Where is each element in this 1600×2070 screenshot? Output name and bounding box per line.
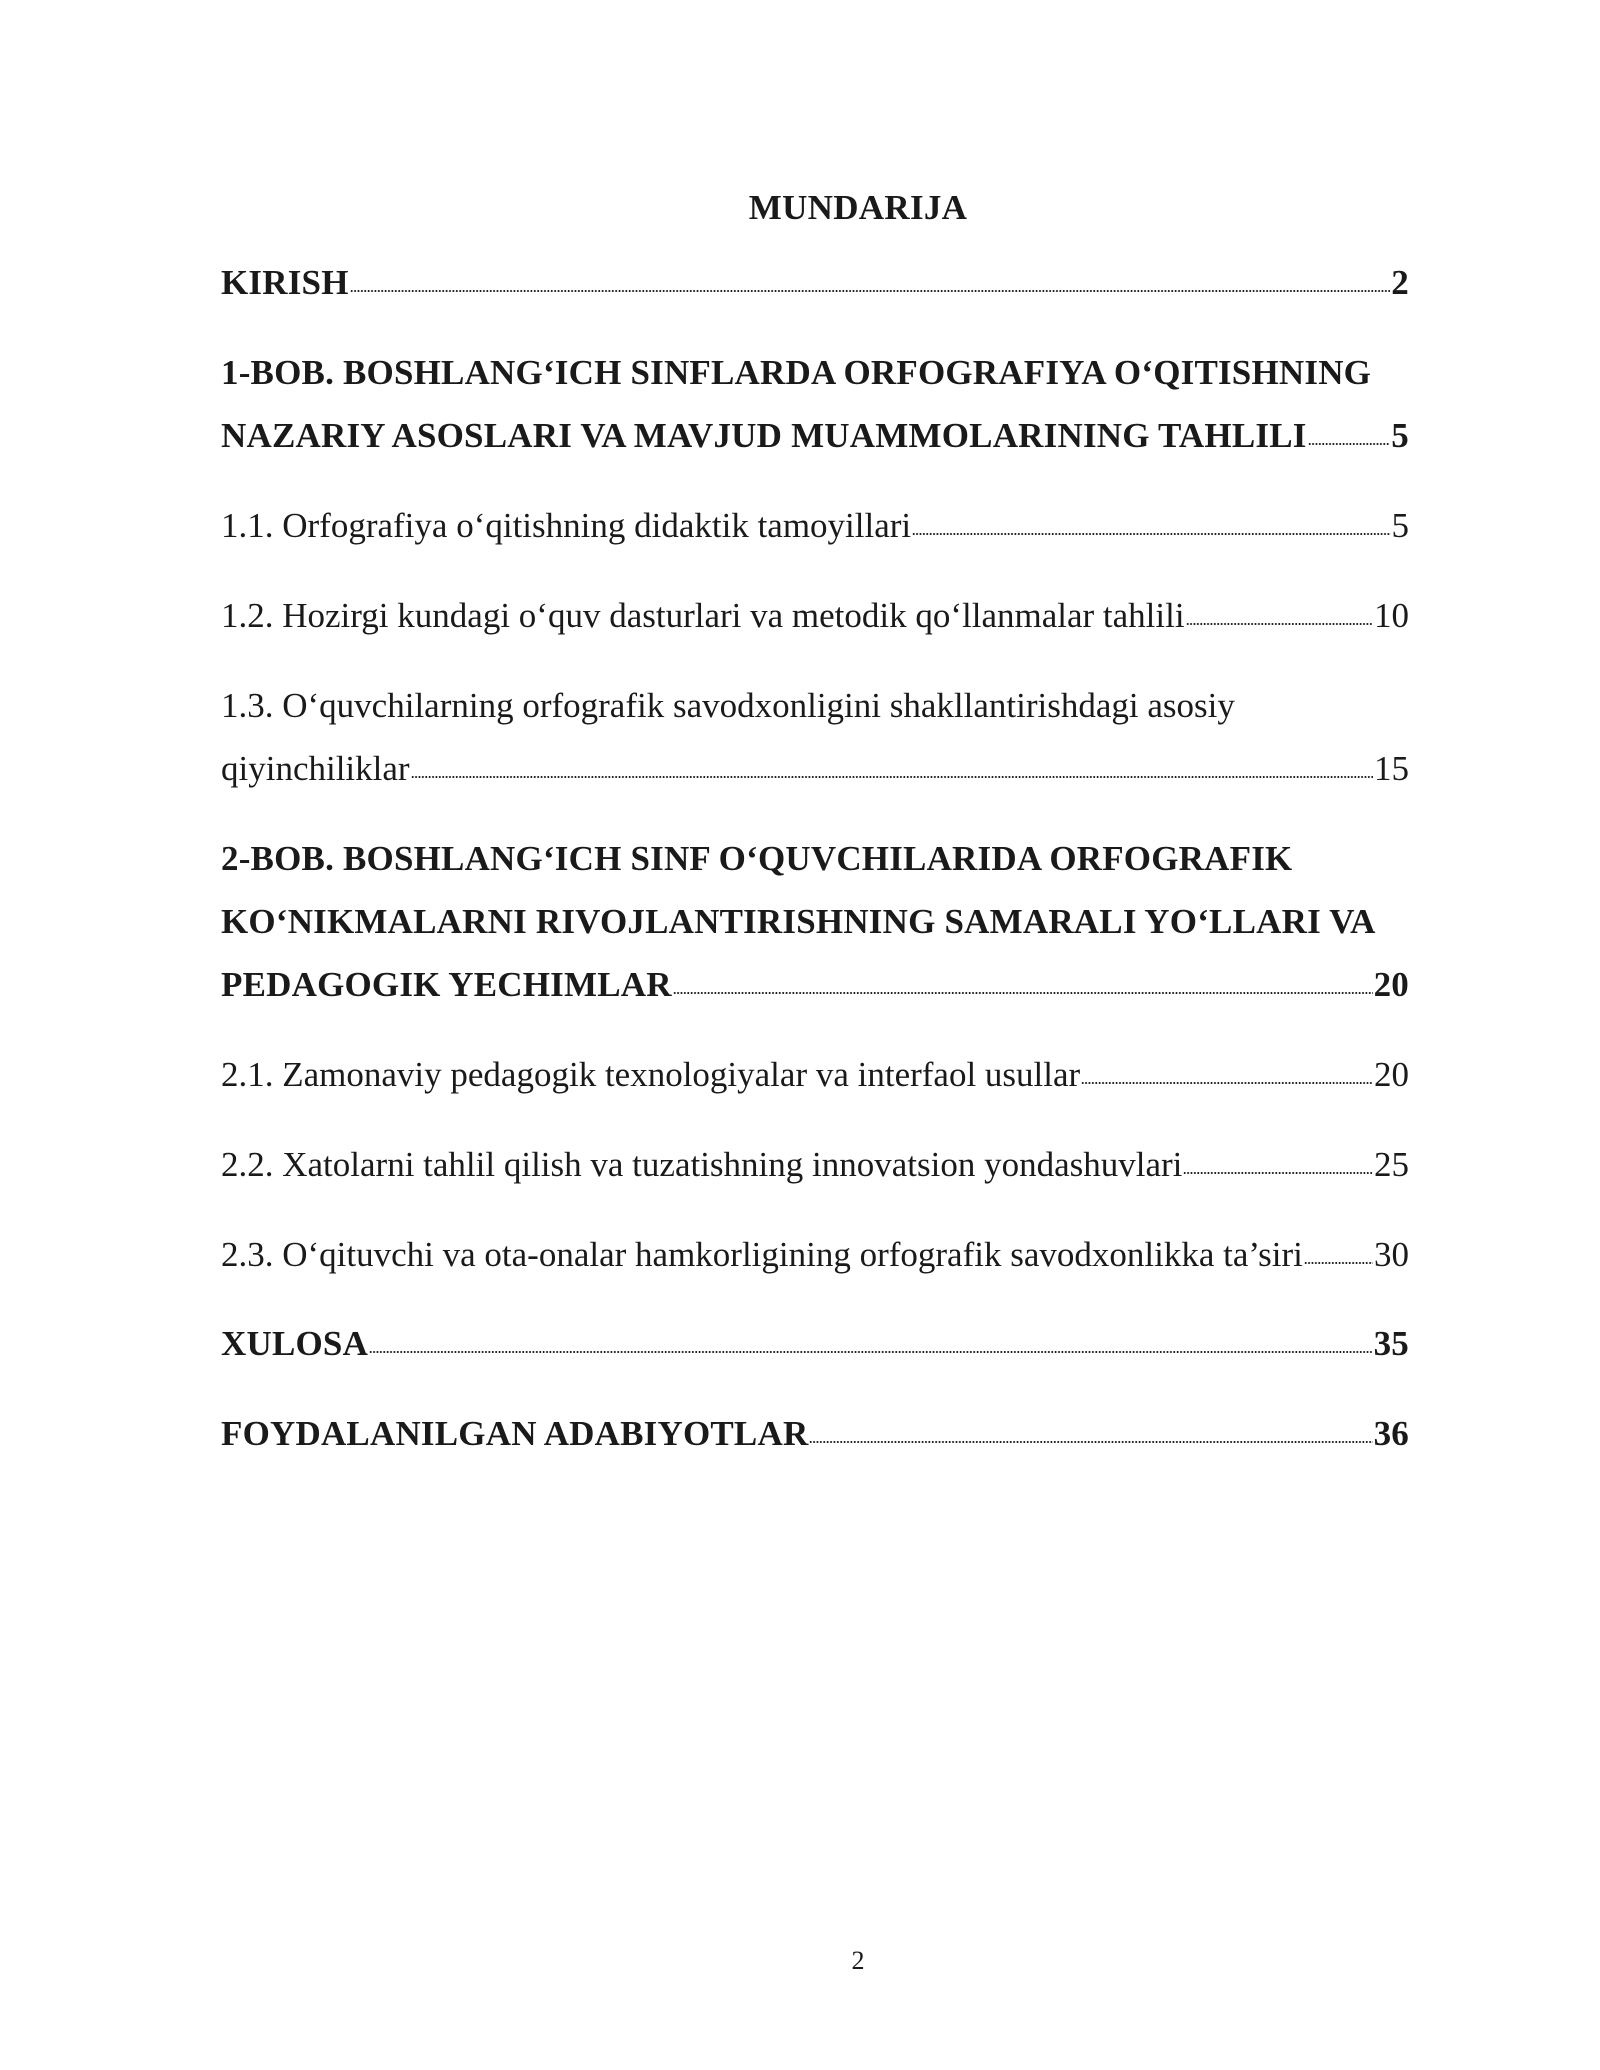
toc-entry-title-line-3: PEDAGOGIK YECHIMLAR — [221, 965, 672, 1004]
toc-entry-section-1-1[interactable] — [221, 494, 1409, 557]
toc-entry-page: 35 — [1373, 1324, 1409, 1363]
toc-entry-xulosa[interactable] — [221, 1312, 1409, 1375]
toc-entry-page: 20 — [1373, 965, 1409, 1004]
toc-entry-title: 2.1. Zamonaviy pedagogik texnologiyalar va interfaol usullar — [221, 1055, 1081, 1094]
toc-leader-dots — [1081, 1082, 1373, 1084]
toc-entry-page: 5 — [1391, 416, 1409, 455]
toc-entry-section-1-3[interactable] — [221, 674, 1409, 800]
toc-leader-dots — [673, 992, 1373, 994]
toc-entry-title: 2.2. Xatolarni tahlil qilish va tuzatishning innovatsion yondashuvlari — [221, 1145, 1183, 1184]
toc-entry-chapter-1[interactable] — [221, 341, 1409, 467]
toc-entry-title: XULOSA — [221, 1324, 369, 1363]
toc-entry-title-line-1: 1-BOB. BOSHLANG‘ICH SINFLARDA ORFOGRAFIYA O‘QITISHNING — [221, 353, 1372, 392]
toc-heading: MUNDARIJA — [748, 188, 968, 227]
toc-leader-dots — [369, 1351, 1373, 1353]
toc-entry-title-line-1: 1.3. O‘quvchilarning orfografik savodxonligini shakllantirishdagi asosiy — [221, 686, 1235, 725]
toc-entry-title: 1.2. Hozirgi kundagi o‘quv dasturlari va metodik qo‘llanmalar tahlili — [221, 596, 1185, 635]
toc-entry-title-line-1: 2-BOB. BOSHLANG‘ICH SINF O‘QUVCHILARIDA ORFOGRAFIK — [221, 839, 1293, 878]
toc-leader-dots — [1304, 1262, 1373, 1264]
toc-entry-title: FOYDALANILGAN ADABIYOTLAR — [221, 1414, 809, 1453]
toc-entry-page: 10 — [1374, 596, 1409, 635]
toc-entry-page: 5 — [1391, 506, 1409, 545]
toc-entry-page: 25 — [1374, 1145, 1409, 1184]
toc-leader-dots — [1183, 1172, 1373, 1174]
toc-entry-section-2-3[interactable] — [221, 1223, 1409, 1286]
toc-entry-kirish[interactable] — [221, 251, 1409, 314]
toc-leader-dots — [912, 533, 1390, 535]
toc-entry-title-line-2: NAZARIY ASOSLARI VA MAVJUD MUAMMOLARINING TAHLILI — [221, 416, 1307, 455]
toc-entry-page: 2 — [1391, 263, 1409, 302]
toc-entry-section-2-1[interactable] — [221, 1043, 1409, 1106]
toc-entry-title: 1.1. Orfografiya o‘qitishning didaktik tamoyillari — [221, 506, 912, 545]
toc-entry-chapter-2[interactable] — [221, 827, 1409, 1016]
toc-entry-page: 15 — [1374, 749, 1409, 788]
toc-entry-title-line-2: KO‘NIKMALARNI RIVOJLANTIRISHNING SAMARALI YO‘LLARI VA — [221, 902, 1376, 941]
toc-leader-dots — [1308, 443, 1391, 445]
toc-entry-title-line-2: qiyinchiliklar — [221, 749, 410, 788]
toc-leader-dots — [1186, 623, 1373, 625]
toc-entry-title: KIRISH — [221, 263, 349, 302]
toc-entry-page: 30 — [1374, 1235, 1409, 1274]
toc-entry-section-2-2[interactable] — [221, 1133, 1409, 1196]
toc-leader-dots — [411, 776, 1373, 778]
toc-entry-page: 20 — [1374, 1055, 1409, 1094]
toc-entry-references[interactable] — [221, 1402, 1409, 1465]
toc-leader-dots — [809, 1441, 1372, 1443]
page-number: 2 — [851, 1946, 865, 1975]
toc-leader-dots — [350, 290, 1391, 292]
toc-entry-page: 36 — [1373, 1414, 1409, 1453]
toc-entry-section-1-2[interactable] — [221, 584, 1409, 647]
toc-entry-title: 2.3. O‘qituvchi va ota-onalar hamkorligining orfografik savodxonlikka ta’siri — [221, 1235, 1303, 1274]
